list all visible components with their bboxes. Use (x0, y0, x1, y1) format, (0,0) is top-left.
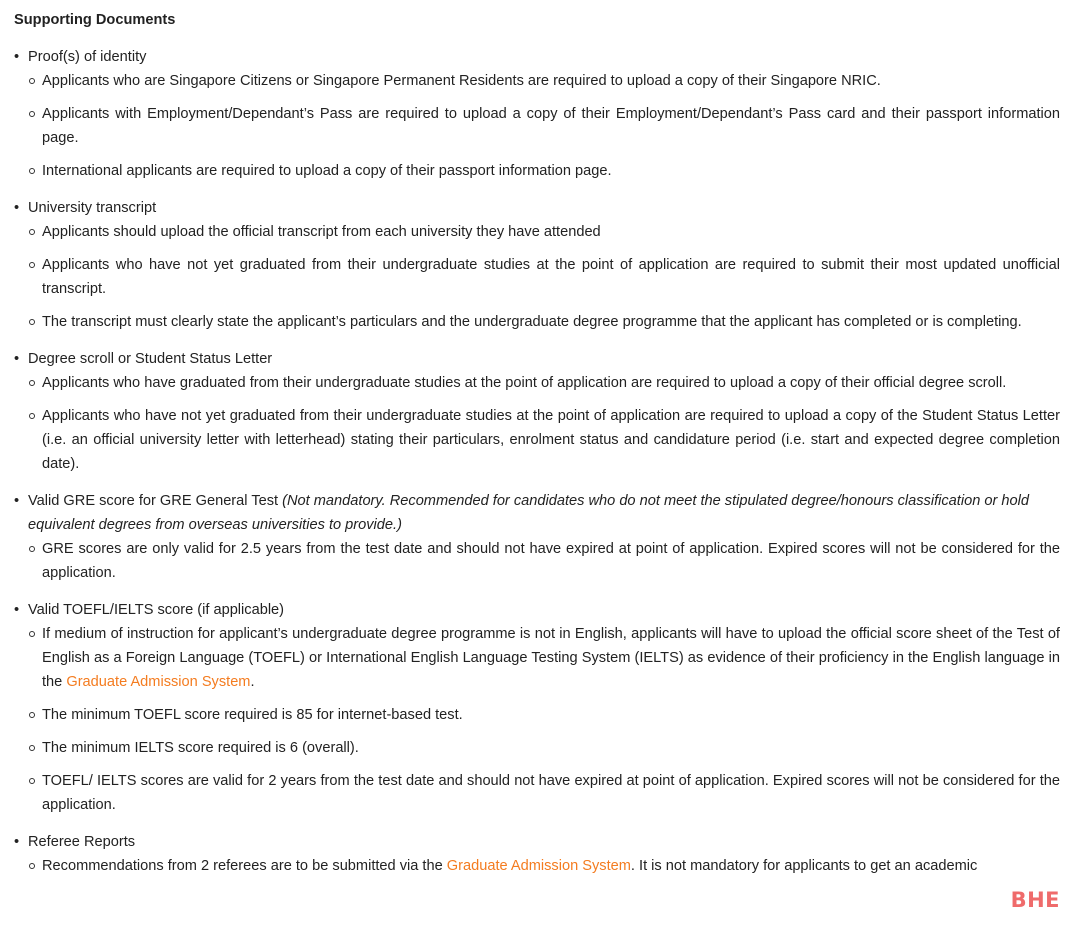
section-heading-text: Degree scroll or Student Status Letter (28, 351, 273, 367)
section-0 (14, 45, 1060, 183)
item-text: Applicants with Employment/Dependant’s Pass are required to upload a copy of their Employment/Dependant’s Pass card and their passport information page. (42, 106, 1060, 146)
sub-items-list (28, 69, 1060, 183)
section-heading-text: Proof(s) of identity (28, 49, 147, 65)
section-heading-text: Referee Reports (28, 834, 136, 850)
item-text: If medium of instruction for applicant’s undergraduate degree programme is not in English, applicants will have to upload the official score sheet of the Test of English as a Foreign Language (TOEFL) or International English Language Testing System (IELTS) as evidence of their proficiency in the English language in the (42, 626, 1060, 690)
list-item (28, 371, 1060, 395)
sub-items-list (28, 220, 1060, 334)
circle-bullet-icon (29, 631, 35, 637)
bullet-icon: • (14, 351, 20, 367)
bullet-icon: • (14, 493, 20, 509)
circle-bullet-icon (29, 778, 35, 784)
bullet-icon: • (14, 200, 20, 216)
list-item (28, 404, 1060, 476)
section-5 (14, 830, 1060, 878)
item-text-after-link: . It is not mandatory for applicants to get an academic (630, 858, 978, 874)
item-text: Applicants should upload the official transcript from each university they have attended (42, 224, 601, 240)
item-text: Applicants who have not yet graduated from their undergraduate studies at the point of application are required to submit their most updated unofficial transcript. (42, 257, 1060, 297)
section-2 (14, 347, 1060, 476)
sub-items-list (28, 371, 1060, 476)
section-3 (14, 489, 1060, 585)
item-text: GRE scores are only valid for 2.5 years from the test date and should not have expired at point of application. Expired scores will not be considered for the application. (42, 541, 1060, 581)
watermark-logo: BHE (1010, 888, 1060, 912)
list-item (28, 253, 1060, 301)
item-text: The minimum TOEFL score required is 85 for internet-based test. (42, 707, 463, 723)
list-item (28, 69, 1060, 93)
section-heading (28, 196, 1060, 220)
section-heading (28, 598, 1060, 622)
sub-items-list (28, 537, 1060, 585)
section-4 (14, 598, 1060, 817)
list-item (28, 159, 1060, 183)
section-heading (28, 347, 1060, 371)
bullet-icon: • (14, 49, 20, 65)
list-item (28, 736, 1060, 760)
list-item (28, 537, 1060, 585)
item-text: The minimum IELTS score required is 6 (overall). (42, 740, 359, 756)
circle-bullet-icon (29, 262, 35, 268)
list-item (28, 769, 1060, 817)
item-text: International applicants are required to upload a copy of their passport information page. (42, 163, 612, 179)
sections-list (14, 45, 1060, 878)
circle-bullet-icon (29, 546, 35, 552)
item-text: Applicants who have not yet graduated from their undergraduate studies at the point of application are required to upload a copy of the Student Status Letter (i.e. an official university letter with letterhead) stating their particulars, enrolment status and candidature period (i.e. start and expected degree completion date). (42, 408, 1060, 472)
sub-items-list (28, 854, 1060, 878)
item-text: Applicants who have graduated from their undergraduate studies at the point of application are required to upload a copy of their official degree scroll. (42, 375, 1007, 391)
section-heading (28, 45, 1060, 69)
page-title: Supporting Documents (14, 12, 176, 28)
bullet-icon: • (14, 834, 20, 850)
item-text: Applicants who are Singapore Citizens or Singapore Permanent Residents are required to upload a copy of their Singapore NRIC. (42, 73, 881, 89)
list-item (28, 854, 1060, 878)
graduate-admission-system-link[interactable]: Graduate Admission System (446, 858, 631, 874)
section-heading-text: University transcript (28, 200, 157, 216)
bullet-icon: • (14, 602, 20, 618)
graduate-admission-system-link[interactable]: Graduate Admission System (66, 674, 251, 690)
section-1 (14, 196, 1060, 334)
circle-bullet-icon (29, 745, 35, 751)
circle-bullet-icon (29, 863, 35, 869)
section-heading-text: Valid GRE score for GRE General Test (28, 493, 283, 509)
list-item (28, 622, 1060, 694)
list-item (28, 102, 1060, 150)
circle-bullet-icon (29, 229, 35, 235)
section-heading-text: Valid TOEFL/IELTS score (if applicable) (28, 602, 285, 618)
sub-items-list (28, 622, 1060, 817)
circle-bullet-icon (29, 712, 35, 718)
item-text: TOEFL/ IELTS scores are valid for 2 years from the test date and should not have expired at point of application. Expired scores will not be considered for the application. (42, 773, 1060, 813)
circle-bullet-icon (29, 168, 35, 174)
item-text: Recommendations from 2 referees are to be submitted via the (42, 858, 447, 874)
circle-bullet-icon (29, 380, 35, 386)
item-text-after-link: . (250, 674, 255, 690)
list-item (28, 220, 1060, 244)
section-heading (28, 489, 1060, 537)
section-heading (28, 830, 1060, 854)
list-item (28, 310, 1060, 334)
section-note: (Not mandatory. Recommended for candidates who do not meet the stipulated degree/honours classification or hold equivalent degrees from overseas universities to provide.) (28, 493, 1030, 533)
document-body (14, 8, 1060, 891)
circle-bullet-icon (29, 78, 35, 84)
list-item (28, 703, 1060, 727)
circle-bullet-icon (29, 319, 35, 325)
circle-bullet-icon (29, 413, 35, 419)
circle-bullet-icon (29, 111, 35, 117)
item-text: The transcript must clearly state the applicant’s particulars and the undergraduate degree programme that the applicant has completed or is completing. (42, 314, 1022, 330)
